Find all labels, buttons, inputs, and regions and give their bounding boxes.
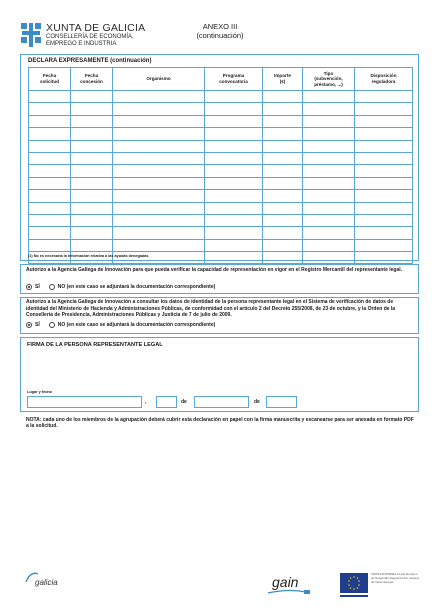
table-cell[interactable]	[303, 128, 355, 140]
brand-subtitle-line2: EMPREGO E INDUSTRIA	[46, 41, 117, 48]
eu-flag-icon	[340, 573, 368, 593]
table-cell[interactable]	[71, 128, 113, 140]
annex-title	[180, 22, 260, 40]
day-field[interactable]	[156, 396, 177, 408]
table-cell[interactable]	[355, 252, 413, 264]
table-cell[interactable]	[355, 177, 413, 189]
table-cell[interactable]	[303, 214, 355, 226]
table-row	[29, 140, 413, 152]
table-cell[interactable]	[205, 214, 263, 226]
aid-table	[28, 67, 413, 264]
table-cell[interactable]	[71, 239, 113, 251]
table-cell[interactable]	[113, 190, 205, 202]
table-cell[interactable]	[71, 177, 113, 189]
table-cell[interactable]	[29, 202, 71, 214]
group-note: NOTA: cada uno de los miembros de la agrupación deberá cubrir esta declaración en papel con la firma manuscrita y escanearse para ser anexada en formato PDF a la solicitud.	[26, 417, 414, 430]
authorization-1-yes-radio[interactable]	[26, 284, 32, 290]
table-cell[interactable]	[303, 91, 355, 103]
table-cell[interactable]	[355, 91, 413, 103]
authorization-2-options	[26, 322, 215, 328]
brand-subtitle	[46, 34, 134, 49]
table-row	[29, 103, 413, 115]
gain-logo	[262, 573, 322, 597]
table-cell[interactable]	[71, 140, 113, 152]
table-cell[interactable]	[113, 239, 205, 251]
table-cell[interactable]	[29, 214, 71, 226]
galicia-logo: galicia	[35, 578, 58, 587]
table-cell[interactable]	[263, 252, 303, 264]
table-cell[interactable]	[263, 165, 303, 177]
table-cell[interactable]	[29, 177, 71, 189]
table-cell[interactable]	[205, 128, 263, 140]
authorization-2-no-radio[interactable]	[49, 322, 55, 328]
table-cell[interactable]	[355, 128, 413, 140]
table-cell[interactable]	[29, 190, 71, 202]
table-cell[interactable]	[263, 177, 303, 189]
table-cell[interactable]	[29, 128, 71, 140]
col-programa: Programa convocatoria	[205, 68, 263, 91]
table-cell[interactable]	[303, 239, 355, 251]
table-cell[interactable]	[71, 91, 113, 103]
col-fecha-solicitud: Fecha solicitud	[29, 68, 71, 91]
authorization-1-no-label: NO (en este caso se adjuntará la documentación correspondiente)	[57, 284, 216, 290]
table-cell[interactable]	[71, 214, 113, 226]
table-cell[interactable]	[205, 227, 263, 239]
table-cell[interactable]	[29, 140, 71, 152]
table-cell[interactable]	[355, 152, 413, 164]
table-cell[interactable]	[303, 152, 355, 164]
place-date-label: Lugar y fecha	[27, 390, 52, 394]
table-cell[interactable]	[113, 177, 205, 189]
table-cell[interactable]	[355, 103, 413, 115]
table-cell[interactable]	[71, 190, 113, 202]
authorization-2-no-label: NO (en este caso se adjuntará la documentación correspondiente)	[57, 322, 216, 328]
table-cell[interactable]	[113, 128, 205, 140]
table-cell[interactable]	[263, 239, 303, 251]
table-cell[interactable]	[303, 227, 355, 239]
table-cell[interactable]	[29, 239, 71, 251]
authorization-2-yes-label: SÍ	[35, 322, 40, 328]
table-row	[29, 227, 413, 239]
table-cell[interactable]	[263, 115, 303, 127]
table-cell[interactable]	[263, 91, 303, 103]
table-cell[interactable]	[355, 202, 413, 214]
table-cell[interactable]	[205, 239, 263, 251]
table-cell[interactable]	[29, 103, 71, 115]
table-cell[interactable]	[263, 140, 303, 152]
brand-title: XUNTA DE GALICIA	[46, 22, 146, 34]
xunta-cross-logo	[20, 22, 42, 48]
table-cell[interactable]	[29, 91, 71, 103]
authorization-1-text: Autorizo a la Agencia Gallega de Innovación para que pueda verificar la capacidad de representación en vigor en el Registro Mercantil del representante legal.	[26, 267, 403, 273]
table-cell[interactable]	[205, 177, 263, 189]
table-cell[interactable]	[205, 103, 263, 115]
table-cell[interactable]	[263, 202, 303, 214]
table-cell[interactable]	[71, 165, 113, 177]
table-cell[interactable]	[355, 165, 413, 177]
signature-title: FIRMA DE LA PERSONA REPRESENTANTE LEGAL	[27, 342, 163, 348]
table-cell[interactable]	[113, 227, 205, 239]
table-cell[interactable]	[205, 252, 263, 264]
col-tipo: Tipo (subvención, préstamo, ...)	[303, 68, 355, 91]
aid-table-wrap	[28, 67, 412, 264]
table-cell[interactable]	[205, 152, 263, 164]
table-cell[interactable]	[355, 227, 413, 239]
table-cell[interactable]	[113, 152, 205, 164]
eu-underline	[340, 595, 368, 597]
place-field[interactable]	[27, 396, 142, 408]
table-cell[interactable]	[303, 252, 355, 264]
aid-table-header	[29, 68, 413, 91]
table-cell[interactable]	[205, 91, 263, 103]
comma-separator: ,	[145, 399, 147, 405]
annex-title-line1: ANEXO III	[202, 22, 238, 31]
table-row	[29, 239, 413, 251]
table-cell[interactable]	[113, 214, 205, 226]
table-cell[interactable]	[71, 227, 113, 239]
authorization-2-text: Autorizo a la Agencia Gallega de Innovación a consultar los datos de identidad de la persona representante legal en el Sistema de verificación de datos de identidad del Ministerio de Hacienda y Administraciones Públicas, de conformidad con el artículo 2 del Decreto 255/2008, de 23 de octubre, y la Orden de la Consellería de Presidencia, Administraciones Públicas y Justicia de 7 de julio de 2009.	[26, 299, 396, 319]
table-cell[interactable]	[71, 152, 113, 164]
table-cell[interactable]	[113, 202, 205, 214]
month-field[interactable]	[194, 396, 249, 408]
eu-caption: UNIÓN EUROPEA Fondo Europeo de Desarrollo Regional Una manera de hacer Europa	[371, 572, 419, 584]
table-row	[29, 177, 413, 189]
table-row	[29, 165, 413, 177]
table-row	[29, 214, 413, 226]
table-cell[interactable]	[113, 165, 205, 177]
authorization-1-yes-label: SÍ	[35, 284, 40, 290]
authorization-2-yes-radio[interactable]	[26, 322, 32, 328]
table-cell[interactable]	[29, 152, 71, 164]
annex-title-line2: (continuación)	[196, 31, 244, 40]
de-separator-2: de	[254, 399, 260, 405]
table-row	[29, 190, 413, 202]
col-fecha-concesion: Fecha concesión	[71, 68, 113, 91]
table-cell[interactable]	[205, 115, 263, 127]
table-cell[interactable]	[113, 103, 205, 115]
de-separator-1: de	[181, 399, 187, 405]
table-cell[interactable]	[205, 202, 263, 214]
brand-subtitle-line1: CONSELLERÍA DE ECONOMÍA,	[46, 34, 134, 40]
table-row	[29, 128, 413, 140]
table-cell[interactable]	[71, 115, 113, 127]
declaration-heading: DECLARA EXPRESAMENTE (continuación)	[28, 58, 152, 64]
authorization-1-options	[26, 284, 215, 290]
table-cell[interactable]	[205, 190, 263, 202]
table-cell[interactable]	[113, 140, 205, 152]
table-cell[interactable]	[263, 227, 303, 239]
table-cell[interactable]	[263, 214, 303, 226]
table-cell[interactable]	[355, 140, 413, 152]
table-cell[interactable]	[113, 91, 205, 103]
table-cell[interactable]	[71, 103, 113, 115]
authorization-1-no-radio[interactable]	[49, 284, 55, 290]
table-row	[29, 91, 413, 103]
table-cell[interactable]	[263, 128, 303, 140]
declaration-footnote: (1) No es necesaria la información relativa a las ayudas denegadas	[28, 254, 149, 258]
table-cell[interactable]	[303, 177, 355, 189]
table-cell[interactable]	[29, 115, 71, 127]
year-field[interactable]	[266, 396, 297, 408]
table-row	[29, 202, 413, 214]
table-cell[interactable]	[303, 115, 355, 127]
table-cell[interactable]	[303, 103, 355, 115]
col-organismo: Organismo	[113, 68, 205, 91]
table-cell[interactable]	[71, 202, 113, 214]
table-cell[interactable]	[263, 103, 303, 115]
aid-table-body	[29, 91, 413, 264]
table-cell[interactable]	[303, 202, 355, 214]
col-disposicion: Disposición reguladora	[355, 68, 413, 91]
table-cell[interactable]	[303, 190, 355, 202]
table-cell[interactable]	[355, 214, 413, 226]
col-importe: Importe (€)	[263, 68, 303, 91]
table-cell[interactable]	[29, 227, 71, 239]
table-cell[interactable]	[205, 165, 263, 177]
gain-logo-text: gain	[272, 574, 299, 590]
table-cell[interactable]	[303, 165, 355, 177]
table-cell[interactable]	[303, 140, 355, 152]
table-cell[interactable]	[29, 165, 71, 177]
table-cell[interactable]	[355, 239, 413, 251]
table-row	[29, 115, 413, 127]
table-row	[29, 152, 413, 164]
table-cell[interactable]	[355, 115, 413, 127]
table-cell[interactable]	[205, 140, 263, 152]
table-cell[interactable]	[113, 115, 205, 127]
table-cell[interactable]	[355, 190, 413, 202]
table-cell[interactable]	[263, 152, 303, 164]
table-cell[interactable]	[263, 190, 303, 202]
